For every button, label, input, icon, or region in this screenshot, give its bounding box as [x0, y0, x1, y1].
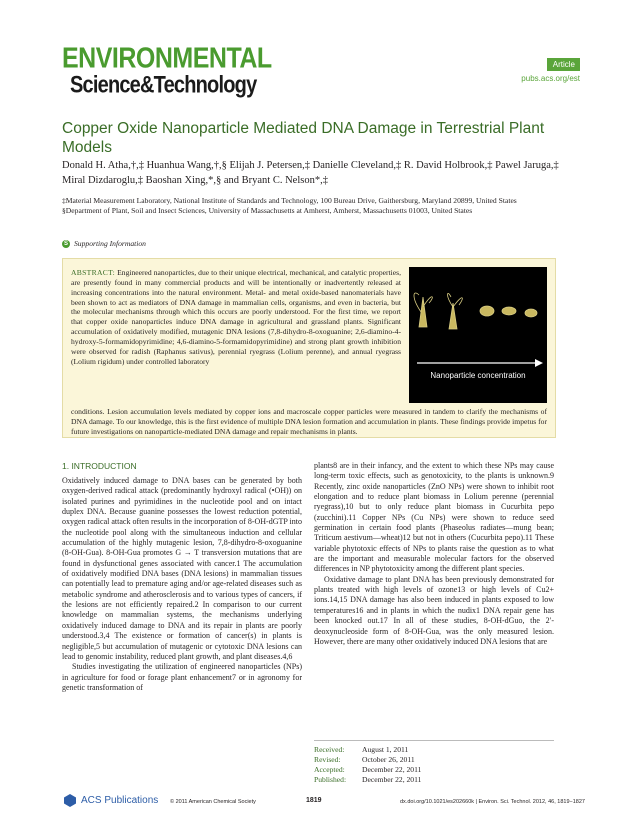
intro-paragraph-2: Studies investigating the utilization of engineered nanoparticles (NPs) in agriculture for food or forage plant enhancement7 or in agronomy for genetic transformation of	[62, 662, 302, 692]
supporting-info-label: Supporting Information	[74, 239, 146, 248]
acs-publications-label: ACS Publications	[81, 794, 159, 806]
intro-paragraph-4: Oxidative damage to plant DNA has been previously demonstrated for plants treated with high levels of ozone13 or high levels of Cu2+ ions.14,15 DNA damage has also been induced in plants exposed to low temperatures16 and in plants in which the nudix1 DNA repair gene has been knocked out.17 In all of these studies, 8-OH-dGuo, the 2′-deoxynucleoside form of 8-OH-Gua, was the only measured lesion. However, there are many other oxidatively induced DNA lesions that are	[314, 574, 554, 646]
journal-url[interactable]: pubs.acs.org/est	[521, 74, 580, 83]
logo-line1: ENVIRONMENTAL	[62, 42, 272, 75]
author-list: Donald H. Atha,†,‡ Huanhua Wang,†,§ Elijah J. Petersen,‡ Danielle Cleveland,‡ R. David Holbrook,‡ Pawel Jaruga,‡ Miral Dizdaroglu,‡ Baoshan Xing,*,§ and Bryant C. Nelson*,‡	[62, 160, 559, 186]
history-dates	[314, 740, 554, 785]
journal-logo	[62, 42, 272, 104]
logo-line2: Science&Technology	[70, 72, 257, 99]
abstract-body-1: Engineered nanoparticles, due to their unique electrical, mechanical, and catalytic properties, are presently found in many commercial products and will be intentionally or inadvertently released at increasing concentrations into the natural environment. Metal- and metal oxide-based nanomaterials have been shown to act as mediators of DNA damage in mammalian cells, organisms, and even in bacteria, but the molecular mechanisms through which this occurs are poorly understood. For the first time, we report that copper oxide nanoparticles induce DNA damage in agricultural and grassland plants. Significant accumulation of oxidatively modified, mutagenic DNA lesions (7,8-dihydro-8-oxoguanine; 2,6-diamino-4-hydroxy-5-formamidopyrimidine; 4,6-diamino-5-formamidopyrimidine) and strong plant growth inhibition were observed for radish (Raphanus sativus), perennial ryegrass (Lolium perenne), and annual ryegrass (Lolium rigidum) under controlled laboratory	[71, 268, 401, 366]
page-number: 1819	[306, 797, 322, 804]
date-accepted: Accepted: December 22, 2011	[314, 765, 422, 774]
supporting-information-link[interactable]	[62, 239, 146, 248]
date-received: Received: August 1, 2011	[314, 745, 409, 754]
abstract-body-2: conditions. Lesion accumulation levels mediated by copper ions and macroscale copper particles were measured in tandem to clarify the mechanisms of DNA damage. To our knowledge, this is the first evidence of multiple DNA lesion formation and accumulation in plants. These findings provide impetus for future investigations on nanoparticle-mediated DNA damage and repair mechanisms in plants.	[71, 407, 547, 436]
section-heading-introduction: 1. INTRODUCTION	[62, 461, 137, 471]
acs-publications-logo[interactable]	[62, 793, 158, 807]
abstract-box	[62, 258, 556, 438]
intro-left-column	[62, 476, 302, 693]
date-published: Published: December 22, 2011	[314, 775, 422, 784]
intro-paragraph-1: Oxidatively induced damage to DNA bases can be generated by both oxygen-derived radical attack (predominantly hydroxyl radical (•OH)) on isolated purines and pyrimidines in the nucleotide pool and on intact duplex DNA. Because guanine possesses the lowest reduction potential, oxygen radical attack often results in the incorporation of 8-OH-dGTP into the nucleotide pool along with the simultaneous induction and cellular accumulation of the highly mutagenic lesion, 7,8-dihydro-8-oxoguanine (8-OH-Gua). 8-OH-Gua promotes G → T transversion mutations that are found in dysfunctional genes associated with cancer.1 The accumulation of oxidatively modified DNA bases (DNA lesions) in mammalian tissues can potentially lead to premature aging and/or age-related diseases such as metabolic syndrome and atherosclerosis and to various types of cancers, if the lesions are not efficiently repaired.2 In comparison to our current knowledge on mammalian systems, the mechanisms underlying oxidatively induced damage to DNA and its repair in plants are poorly understood.3,4 The existence or formation of cancer(s) in plants is negligible,5 but accumulation of mutagenic or cytotoxic DNA lesions can lead to genomic instability, reduced plant growth, and plant diseases.4,6	[62, 476, 302, 661]
toc-graphic	[409, 267, 547, 403]
intro-paragraph-3: plants8 are in their infancy, and the extent to which these NPs may cause long-term toxic effects, such as genotoxicity, to the plants is unknown.9 Recently, zinc oxide nanoparticles (ZnO NPs) were shown to inhibit root elongation and to reduce plant biomass in Lolium perenne (perennial ryegrass),10 but to only reduce plant biomass in Cucurbita pepo (zucchini).11 Copper NPs (Cu NPs) were shown to reduce seed germination in certain food plants (Phaseolus radiates—mung bean; Triticum aestivum—wheat)12 but not in others (Cucurbita pepo).11 These variable phytotoxic effects of NPs to plants raise the question as to what are the important and measurable molecular factors for the observed differences in NP phytotoxicity among the different plant species.	[314, 461, 554, 574]
affiliations	[62, 196, 572, 216]
toc-caption: Nanoparticle concentration	[430, 371, 526, 380]
article-type-badge: Article	[547, 58, 580, 71]
supporting-info-icon: S	[63, 240, 68, 247]
abstract-label: ABSTRACT:	[71, 268, 116, 277]
affiliation-2: §Department of Plant, Soil and Insect Sciences, University of Massachusetts at Amherst, Amherst, Massachusetts 01003, United States	[62, 206, 473, 215]
toc-plants-image	[409, 267, 547, 403]
acs-hexagon-icon	[62, 793, 78, 807]
paper-title: Copper Oxide Nanoparticle Mediated DNA Damage in Terrestrial Plant Models	[62, 120, 545, 156]
date-revised: Revised: October 26, 2011	[314, 755, 415, 764]
copyright-notice: © 2011 American Chemical Society	[170, 799, 256, 805]
doi-citation[interactable]: dx.doi.org/10.1021/es202660k | Environ. Sci. Technol. 2012, 46, 1819−1827	[400, 799, 585, 805]
abstract-text-part1	[71, 268, 401, 366]
intro-right-column	[314, 461, 554, 647]
affiliation-1: ‡Material Measurement Laboratory, National Institute of Standards and Technology, 100 Bureau Drive, Gaithersburg, Maryland 20899, United States	[62, 196, 517, 205]
